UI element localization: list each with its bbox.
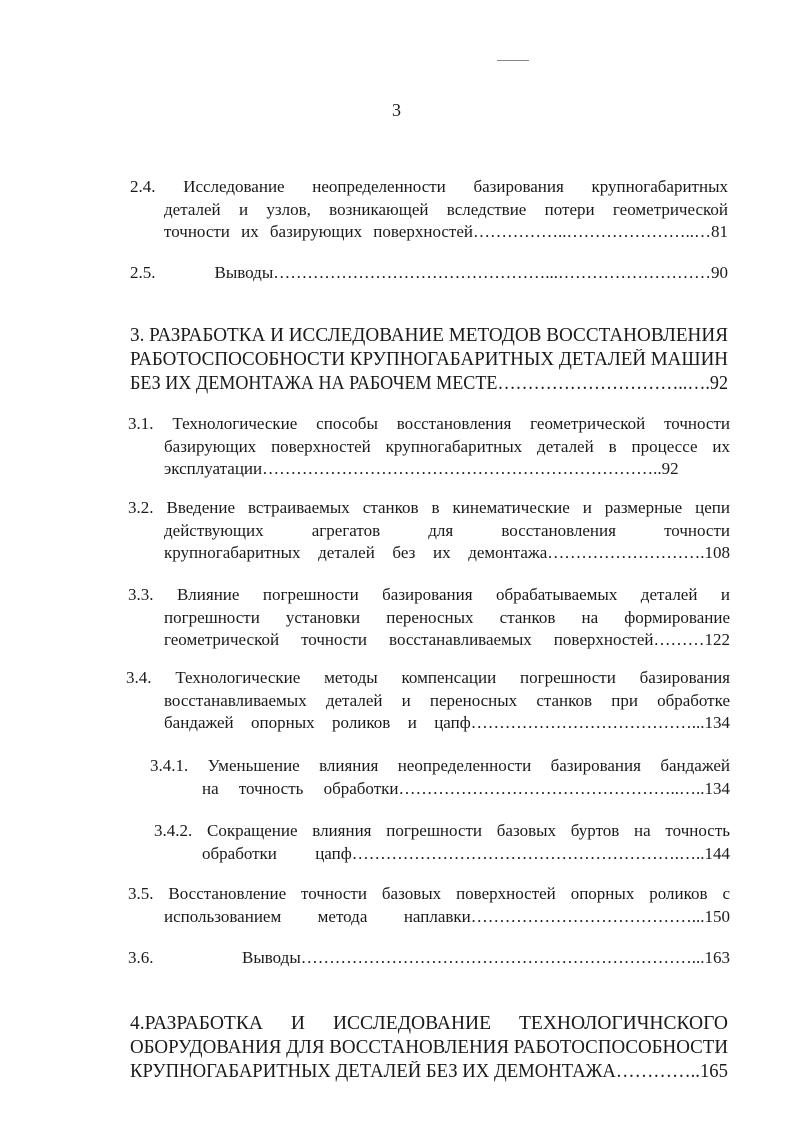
toc-entry-3-5 <box>128 883 730 928</box>
toc-entry-3-6 <box>128 947 730 970</box>
toc-line: бандажей опорных роликов и цапф…………………………………...134 <box>164 713 730 732</box>
toc-line: 4.РАЗРАБОТКА И ИССЛЕДОВАНИЕ ТЕХНОЛОГИЧНСКОГО <box>130 1013 728 1034</box>
toc-line: 3.4.2. Сокращение влияния погрешности базовых буртов на точность <box>154 821 730 840</box>
toc-line: 3.1. Технологические способы восстановления геометрической точности <box>128 414 730 433</box>
toc-entry-3-4-2 <box>154 820 730 865</box>
toc-line: ОБОРУДОВАНИЯ ДЛЯ ВОССТАНОВЛЕНИЯ РАБОТОСПОСОБНОСТИ <box>130 1037 728 1058</box>
toc-line: 2.4. Исследование неопределенности базирования крупногабаритных <box>130 177 728 196</box>
toc-entry-3-2 <box>128 497 730 565</box>
toc-line: БЕЗ ИХ ДЕМОНТАЖА НА РАБОЧЕМ МЕСТЕ…………………………..….92 <box>130 373 728 394</box>
toc-line: действующих агрегатов для восстановления точности <box>164 520 730 540</box>
toc-line: базирующих поверхностей крупногабаритных деталей в процессе их <box>164 436 730 456</box>
toc-line: 3.4.1. Уменьшение влияния неопределенности базирования бандажей <box>150 756 730 775</box>
toc-line: крупногабаритных деталей без их демонтажа……………………….108 <box>164 543 730 562</box>
toc-section-3-heading <box>130 324 728 396</box>
toc-line: 3. РАЗРАБОТКА И ИССЛЕДОВАНИЕ МЕТОДОВ ВОССТАНОВЛЕНИЯ <box>130 325 728 346</box>
toc-line: обработки цапф………………………………………………….…..144 <box>202 843 730 863</box>
toc-line: точности их базирующих поверхностей……………..…………………..…81 <box>164 222 728 241</box>
toc-line: погрешности установки переносных станков на формирование <box>164 607 730 627</box>
toc-entry-3-3 <box>128 584 730 652</box>
toc-entry-3-4-1 <box>150 755 730 800</box>
toc-line: РАБОТОСПОСОБНОСТИ КРУПНОГАБАРИТНЫХ ДЕТАЛЕЙ МАШИН <box>130 349 728 370</box>
toc-line: восстанавливаемых деталей и переносных станков при обработке <box>164 690 730 710</box>
toc-entry-2-4 <box>130 176 728 244</box>
toc-line: на точность обработки…………………………………………..…..134 <box>202 778 730 798</box>
toc-entry-3-1 <box>128 413 730 481</box>
toc-section-4-heading <box>130 1012 728 1084</box>
toc-entry-2-5 <box>130 262 728 285</box>
toc-line: эксплуатации……………………………………………………………..92 <box>164 459 679 478</box>
toc-line: КРУПНОГАБАРИТНЫХ ДЕТАЛЕЙ БЕЗ ИХ ДЕМОНТАЖА…………..165 <box>130 1061 728 1082</box>
toc-line: 3.6. Выводы……………………………………………………………...163 <box>128 948 730 967</box>
toc-line: 3.4. Технологические методы компенсации погрешности базирования <box>126 668 730 687</box>
toc-entry-3-4 <box>126 667 730 735</box>
toc-line: 3.2. Введение встраиваемых станков в кинематические и размерные цепи <box>128 498 730 517</box>
page-number: 3 <box>392 100 401 120</box>
toc-line: 2.5. Выводы…………………………………………...………………………90 <box>130 263 728 282</box>
toc-line: геометрической точности восстанавливаемых поверхностей………122 <box>164 630 730 649</box>
scan-artifact-line <box>497 60 529 61</box>
toc-line: деталей и узлов, возникающей вследствие потери геометрической <box>164 199 728 219</box>
toc-line: 3.5. Восстановление точности базовых поверхностей опорных роликов с <box>128 884 730 903</box>
toc-line: 3.3. Влияние погрешности базирования обрабатываемых деталей и <box>128 585 730 604</box>
toc-line: использованием метода наплавки…………………………………...150 <box>164 906 730 926</box>
